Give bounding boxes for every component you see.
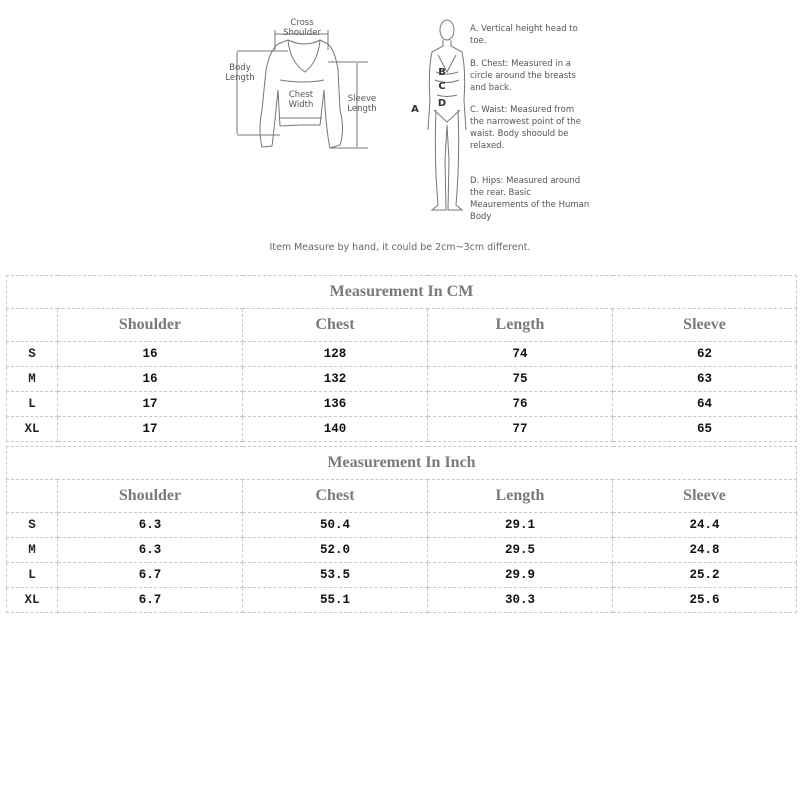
size-cell: XL (7, 417, 58, 442)
chest-cell: 140 (243, 417, 428, 442)
size-cell: M (7, 538, 58, 563)
chest-cell: 53.5 (243, 563, 428, 588)
sleeve-cell: 24.4 (613, 513, 797, 538)
cm-size-table (6, 275, 797, 442)
cross-shoulder-label: Cross Shoulder (283, 18, 321, 38)
size-cell: L (7, 392, 58, 417)
sleeve-cell: 24.8 (613, 538, 797, 563)
cm-header-chest: Chest (243, 309, 428, 342)
shoulder-cell: 6.3 (58, 538, 243, 563)
cm-header-shoulder: Shoulder (58, 309, 243, 342)
shoulder-cell: 6.7 (58, 563, 243, 588)
sleeve-cell: 25.6 (613, 588, 797, 613)
letter-b: B (438, 67, 446, 78)
table-row (7, 588, 797, 613)
legend-d: D. Hips: Measured around the rear. Basic Meaurements of the Human Body (470, 176, 590, 222)
length-cell: 30.3 (428, 588, 613, 613)
size-cell: XL (7, 588, 58, 613)
table-row (7, 342, 797, 367)
size-cell: M (7, 367, 58, 392)
legend-c: C. Waist: Measured from the narrowest point of the waist. Body shoould be relaxed. (470, 105, 581, 151)
sleeve-cell: 64 (613, 392, 797, 417)
inch-size-table (6, 446, 797, 613)
sleeve-length-label: Sleeve Length (347, 94, 377, 114)
shoulder-cell: 17 (58, 417, 243, 442)
chest-cell: 55.1 (243, 588, 428, 613)
chest-cell: 52.0 (243, 538, 428, 563)
inch-header-length: Length (428, 480, 613, 513)
chest-cell: 132 (243, 367, 428, 392)
shoulder-cell: 6.7 (58, 588, 243, 613)
length-cell: 29.9 (428, 563, 613, 588)
chest-width-label: Chest Width (288, 90, 314, 110)
sleeve-cell: 63 (613, 367, 797, 392)
cm-header-length: Length (428, 309, 613, 342)
body-diagram (400, 10, 590, 225)
letter-d: D (437, 98, 447, 109)
inch-table-title: Measurement In Inch (7, 447, 797, 480)
table-row (7, 538, 797, 563)
legend-b: B. Chest: Measured in a circle around the breasts and back. (470, 59, 576, 93)
table-row (7, 563, 797, 588)
shoulder-cell: 16 (58, 367, 243, 392)
sleeve-cell: 62 (613, 342, 797, 367)
size-cell: S (7, 342, 58, 367)
legend-a: A. Vertical height head to toe. (470, 24, 578, 46)
garment-diagram (220, 10, 390, 160)
inch-header-size (7, 480, 58, 513)
length-cell: 29.5 (428, 538, 613, 563)
length-cell: 76 (428, 392, 613, 417)
sleeve-cell: 25.2 (613, 563, 797, 588)
shoulder-cell: 16 (58, 342, 243, 367)
inch-header-sleeve: Sleeve (613, 480, 797, 513)
cm-header-sleeve: Sleeve (613, 309, 797, 342)
table-row (7, 392, 797, 417)
chest-cell: 128 (243, 342, 428, 367)
inch-header-shoulder: Shoulder (58, 480, 243, 513)
shoulder-cell: 17 (58, 392, 243, 417)
length-cell: 75 (428, 367, 613, 392)
shoulder-cell: 6.3 (58, 513, 243, 538)
measurement-note: Item Measure by hand, it could be 2cm~3cm different. (269, 242, 531, 253)
length-cell: 74 (428, 342, 613, 367)
length-cell: 29.1 (428, 513, 613, 538)
cm-header-size (7, 309, 58, 342)
table-row (7, 367, 797, 392)
sleeve-cell: 65 (613, 417, 797, 442)
table-row (7, 513, 797, 538)
letter-a: A (411, 104, 419, 115)
length-cell: 77 (428, 417, 613, 442)
body-length-label: Body Length (225, 63, 255, 83)
chest-cell: 136 (243, 392, 428, 417)
size-cell: L (7, 563, 58, 588)
chest-cell: 50.4 (243, 513, 428, 538)
letter-c: C (438, 81, 446, 92)
size-cell: S (7, 513, 58, 538)
table-row (7, 417, 797, 442)
cm-table-title: Measurement In CM (7, 276, 797, 309)
inch-header-chest: Chest (243, 480, 428, 513)
